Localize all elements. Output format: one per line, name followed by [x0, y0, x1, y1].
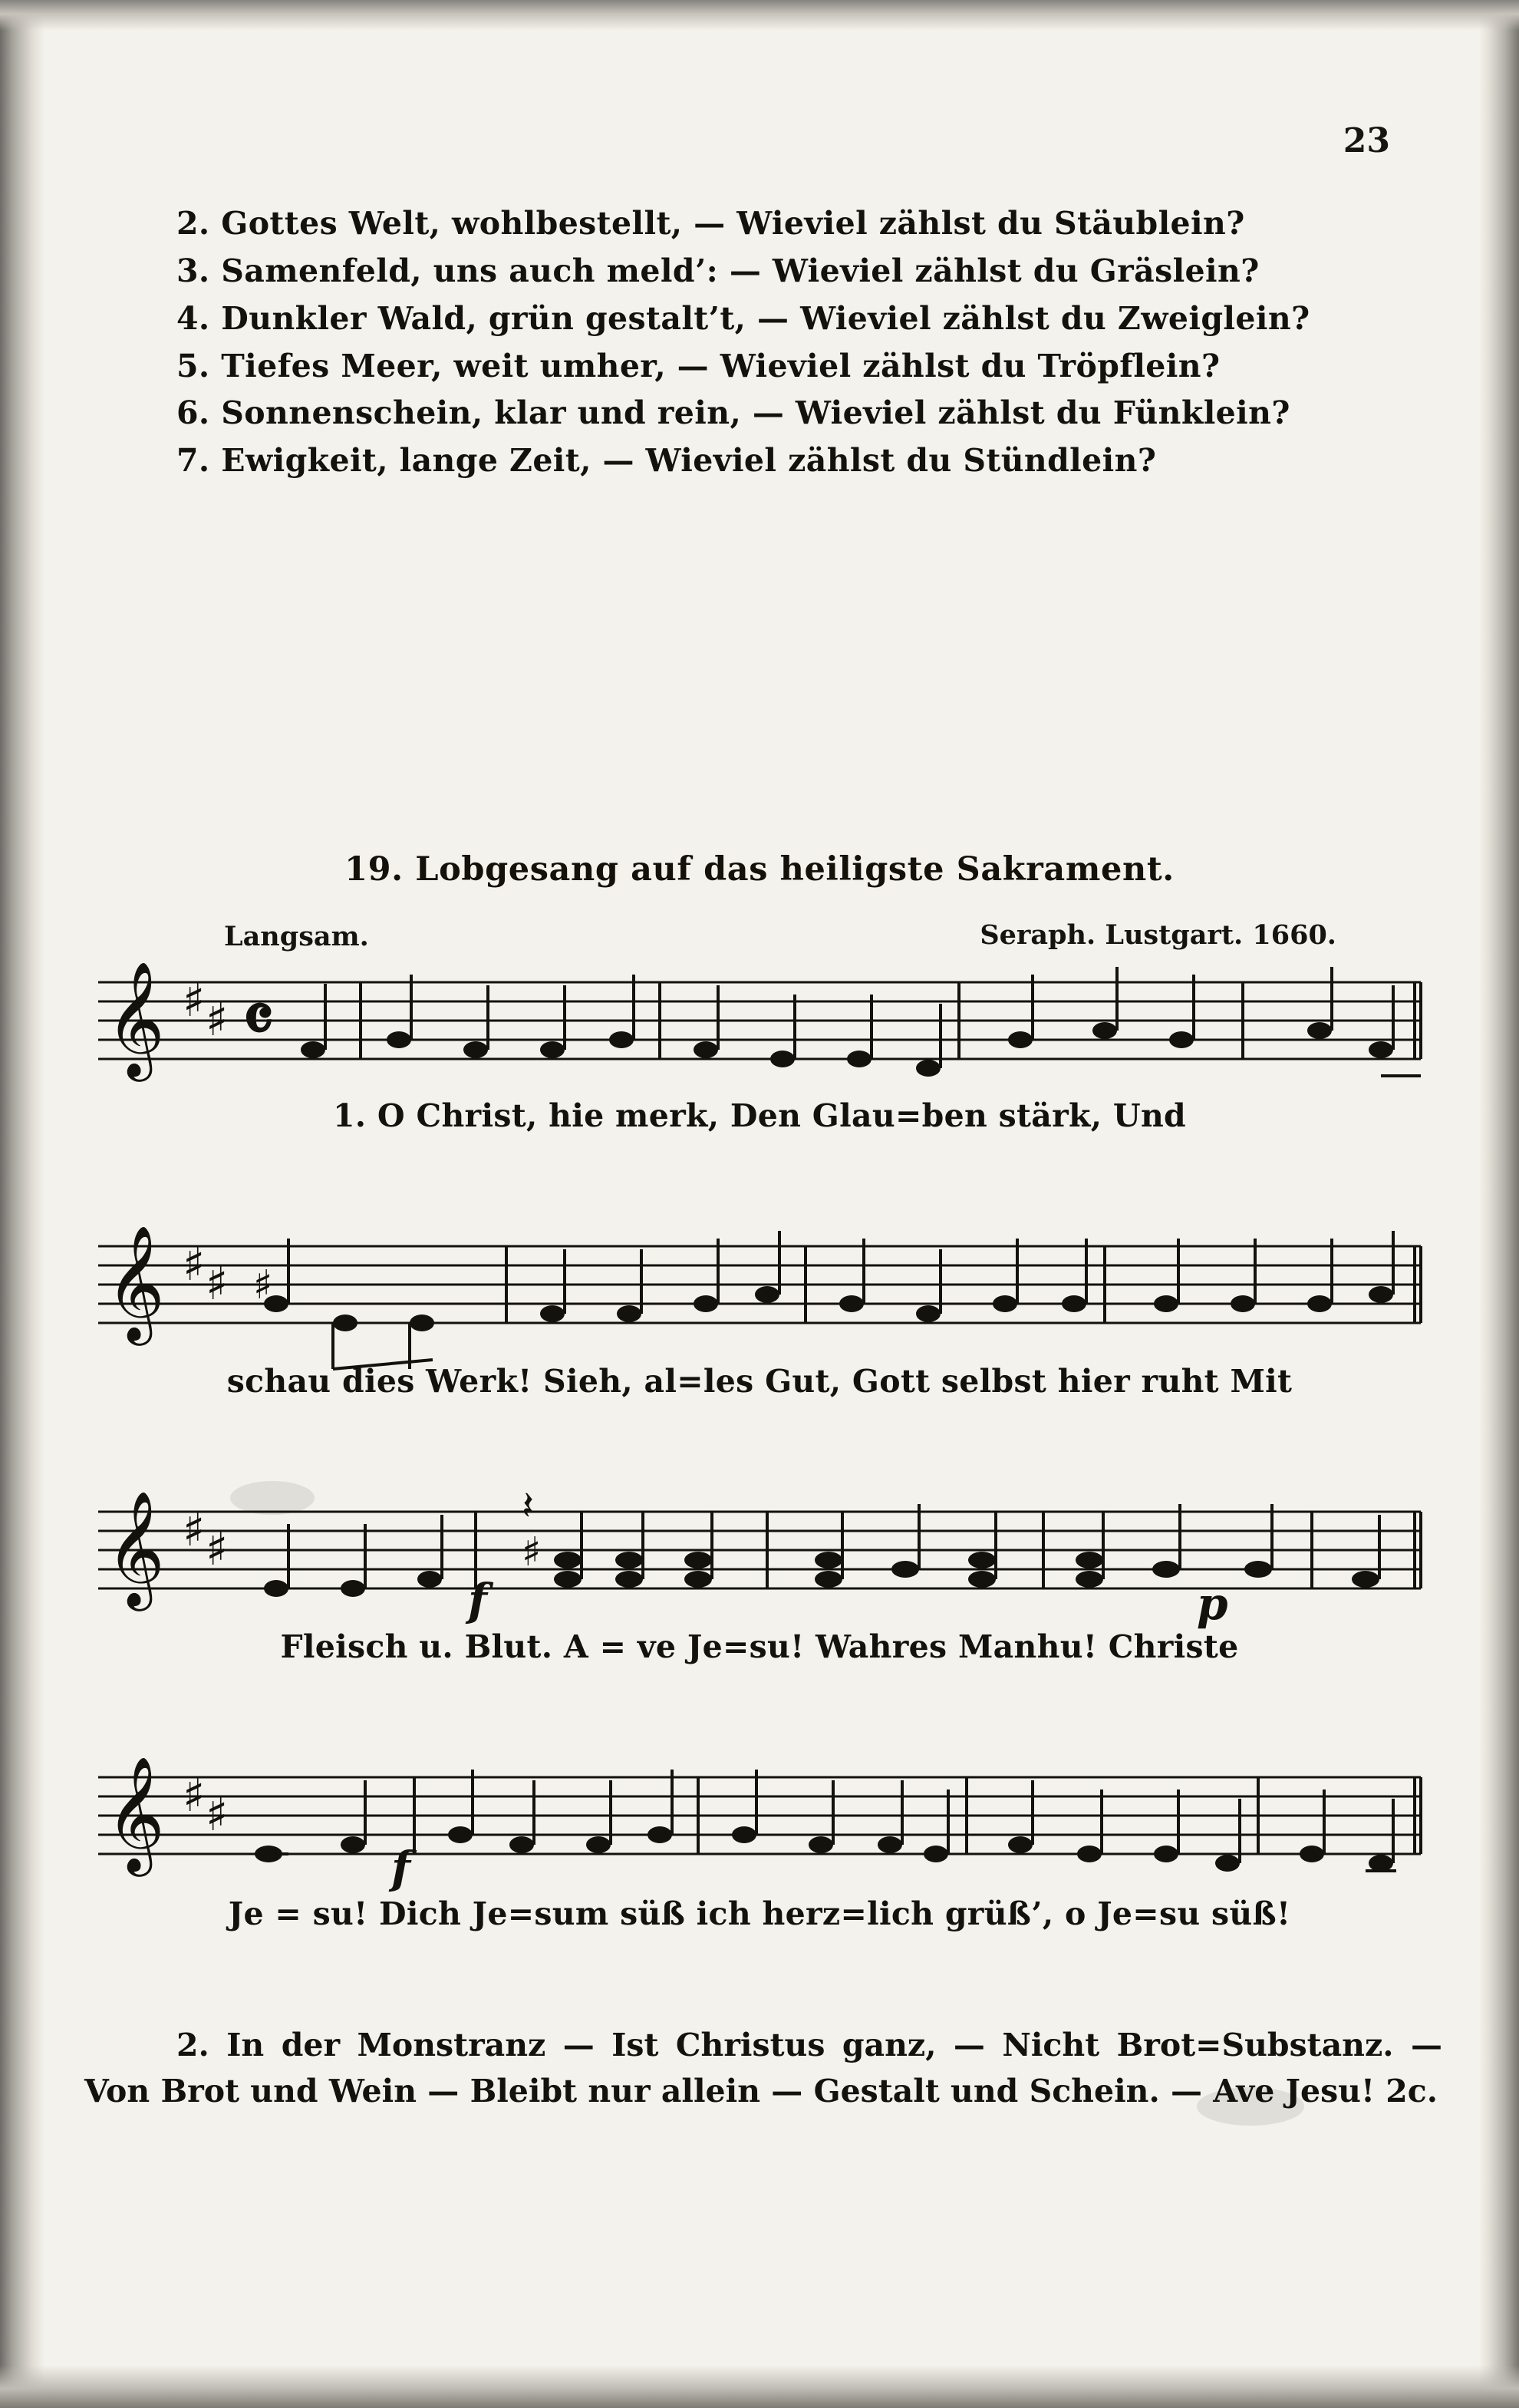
staff-3 [92, 1489, 1427, 1650]
quarter-rest-icon: 𝄽 [522, 1489, 534, 1529]
treble-clef-icon: 𝄞 [106, 960, 165, 1077]
sharp-icon: ♯ [253, 1262, 273, 1308]
staff-2 [92, 1223, 1427, 1384]
staff-notation-1 [92, 959, 1427, 1120]
lyric-line-2: schau dies Werk! Sieh, al=les Gut, Gott selbst hier ruht Mit [226, 1363, 1293, 1400]
dynamic-forte: f [391, 1842, 410, 1894]
page-number: 23 [1343, 121, 1390, 160]
sharp-icon: ♯ [206, 1257, 229, 1311]
sharp-icon: ♯ [206, 993, 229, 1047]
verse-item: 6. Sonnenschein, klar und rein, — Wieviel zählst du Fünklein? [176, 394, 1290, 432]
sharp-icon: ♯ [206, 1788, 229, 1842]
fermata-icon [1120, 1223, 1148, 1241]
final-verse: 2. In der Monstranz — Ist Christus ganz, — Nicht Brot=Substanz. — Von Brot und Wein — Bleibt nur allein — Gestalt und Schein. — Ave Jesu! 2c. [84, 2027, 1442, 2109]
page-edge-left [0, 0, 44, 2408]
noteheads-4 [255, 1826, 1393, 1872]
source-attribution: Seraph. Lustgart. 1660. [980, 919, 1336, 951]
verse-block [84, 201, 1435, 486]
staff-notation-2 [92, 1223, 1427, 1384]
sharp-icon: ♯ [183, 1503, 206, 1557]
noteheads-1 [301, 1022, 1393, 1077]
fermata-icon [1274, 1754, 1302, 1772]
sharp-icon: ♯ [183, 1238, 206, 1291]
staff-1 [92, 959, 1427, 1120]
page-edge-right [1479, 0, 1519, 2408]
common-time-icon: 𝄴 [242, 978, 275, 1061]
verse-item: 4. Dunkler Wald, grün gestalt’t, — Wieviel zählst du Zweiglein? [176, 299, 1310, 337]
hymn-title: 19. Lobgesang auf das heiligste Sakrament. [344, 850, 1175, 889]
music-system-3 [92, 1489, 1427, 1665]
treble-clef-icon: 𝄞 [106, 1755, 165, 1872]
page-edge-bottom [0, 2365, 1519, 2408]
fermata-icon [1059, 1489, 1087, 1506]
fermata-icon [798, 959, 826, 977]
verse-item: 7. Ewigkeit, lange Zeit, — Wieviel zählst du Stündlein? [176, 442, 1157, 480]
lyric-line-4: Je = su! Dich Je=sum süß ich herz=lich grüß’, o Je=su süß! [228, 1895, 1291, 1932]
music-system-2 [92, 1223, 1427, 1400]
music-system-4 [92, 1754, 1427, 1932]
treble-clef-icon: 𝄞 [106, 1489, 165, 1606]
tempo-marking: Langsam. [224, 921, 369, 952]
verse-item: 3. Samenfeld, uns auch meld’: — Wieviel zählst du Gräslein? [176, 252, 1260, 289]
page-edge-top [0, 0, 1519, 31]
fermata-icon [1327, 1489, 1356, 1506]
lyric-line-1: 1. O Christ, hie merk, Den Glau=ben stärk, Und [332, 1097, 1187, 1134]
sharp-icon: ♯ [206, 1522, 229, 1576]
fermata-icon [982, 1754, 1010, 1772]
treble-clef-icon: 𝄞 [106, 1224, 165, 1341]
staff-notation-4 [92, 1754, 1427, 1915]
sharp-icon: ♯ [183, 974, 206, 1028]
verse-item: 5. Tiefes Meer, weit umher, — Wieviel zählst du Tröpflein? [176, 347, 1221, 384]
dynamic-forte: f [468, 1574, 487, 1626]
noteheads-2 [264, 1286, 1393, 1331]
sharp-icon: ♯ [522, 1529, 542, 1575]
dynamic-piano: p [1197, 1578, 1228, 1630]
fermata-icon [430, 1754, 458, 1772]
sharp-icon: ♯ [183, 1769, 206, 1822]
music-system-1 [92, 959, 1427, 1134]
verse-item: 2. Gottes Welt, wohlbestellt, — Wieviel zählst du Stäublein? [176, 205, 1245, 242]
staff-notation-3 [92, 1489, 1427, 1650]
fermata-icon [522, 1223, 550, 1241]
fermata-icon [783, 1489, 811, 1506]
fermata-icon [491, 1489, 519, 1506]
staff-4 [92, 1754, 1427, 1915]
fermata-icon [1227, 959, 1256, 977]
lyric-line-3: Fleisch u. Blut. A = ve Je=su! Wahres Manhu! Christe [280, 1628, 1239, 1665]
